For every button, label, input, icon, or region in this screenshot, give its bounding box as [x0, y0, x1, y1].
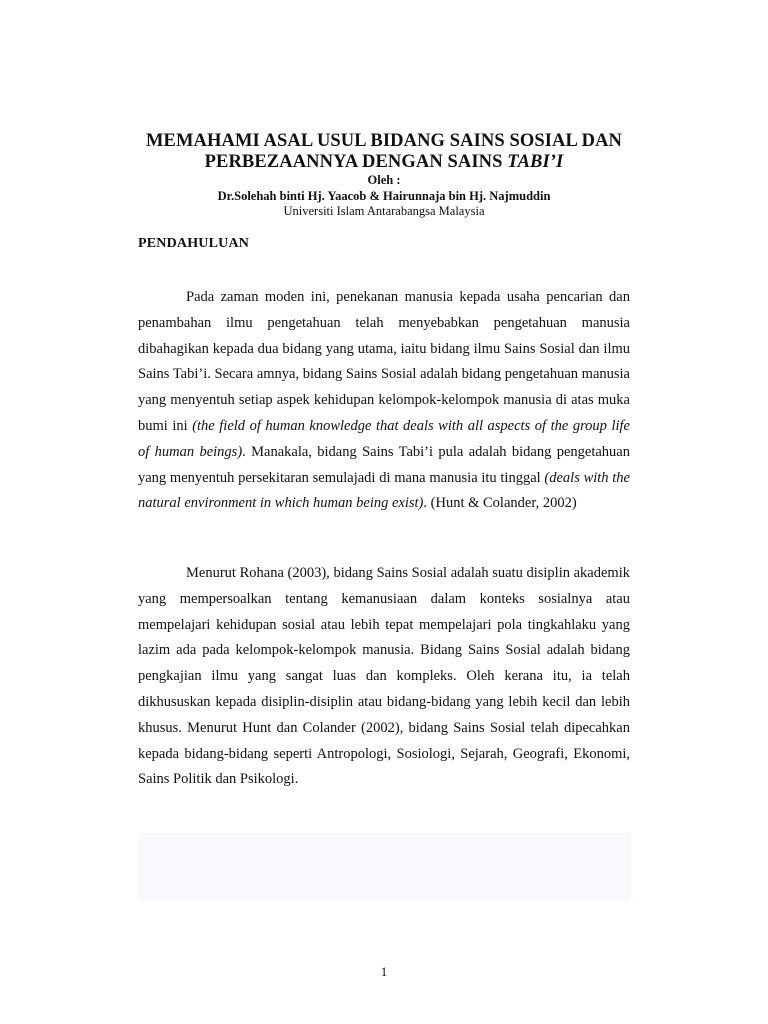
paragraph-1-text-c: . (Hunt & Colander, 2002): [423, 495, 577, 512]
affiliation: Universiti Islam Antarabangsa Malaysia: [283, 204, 485, 218]
document-title-italic: TABI’I: [507, 152, 564, 172]
by-label: Oleh :: [367, 173, 401, 187]
paragraph-1: [138, 285, 630, 517]
paragraph-1-italic-b: (deals with the natural environment in which human being exist): [138, 469, 630, 512]
document-title-line-1: MEMAHAMI ASAL USUL BIDANG SAINS SOSIAL DAN: [145, 131, 623, 151]
paragraph-1-italic-a: (the field of human knowledge that deals with all aspects of the group life of human beings): [138, 417, 630, 460]
paragraph-2: Menurut Rohana (2003), bidang Sains Sosial adalah suatu disiplin akademik yang mempersoalkan tentang kemanusiaan dalam konteks sosialnya atau mempelajari kehidupan sosial atau lebih tepat mempelajari pola tingkahlaku yang lazim ada pada kelompok-kelompok manusia. Bidang Sains Sosial adalah bidang pengkajian ilmu yang sangat luas dan kompleks. Oleh kerana itu, ia telah dikhususkan kepada disiplin-disiplin atau bidang-bidang yang lebih kecil dan lebih khusus. Menurut Hunt dan Colander (2002), bidang Sains Sosial telah dipecahkan kepada bidang-bidang seperti Antropologi, Sosiologi, Sejarah, Geografi, Ekonomi, Sains Politik dan Psikologi.: [138, 565, 630, 788]
document-title-line-2-text: PERBEZAANNYA DENGAN SAINS: [204, 152, 508, 172]
paragraph-1-text-b: . Manakala, bidang Sains Tabi’i pula adalah bidang pengetahuan yang menyentuh persekitaran semulajadi di mana manusia itu tinggal: [138, 443, 630, 486]
authors: Dr.Solehah binti Hj. Yaacob & Hairunnaja bin Hj. Najmuddin: [217, 189, 551, 203]
section-heading: PENDAHULUAN: [138, 236, 250, 251]
blank-area: [138, 833, 631, 901]
document-title-line-2: [100, 152, 668, 173]
title-block: [100, 131, 668, 219]
paragraph-1-text-a: Pada zaman moden ini, penekanan manusia kepada usaha pencarian dan penambahan ilmu pengetahuan telah menyebabkan pengetahuan manusia dibahagikan kepada dua bidang yang utama, iaitu bidang ilmu Sains Sosial dan ilmu Sains Tabi’i. Secara amnya, bidang Sains Sosial adalah bidang pengetahuan manusia yang menyentuh setiap aspek kehidupan kelompok-kelompok manusia di atas muka bumi ini: [138, 289, 630, 434]
page-number: 1: [380, 964, 388, 979]
